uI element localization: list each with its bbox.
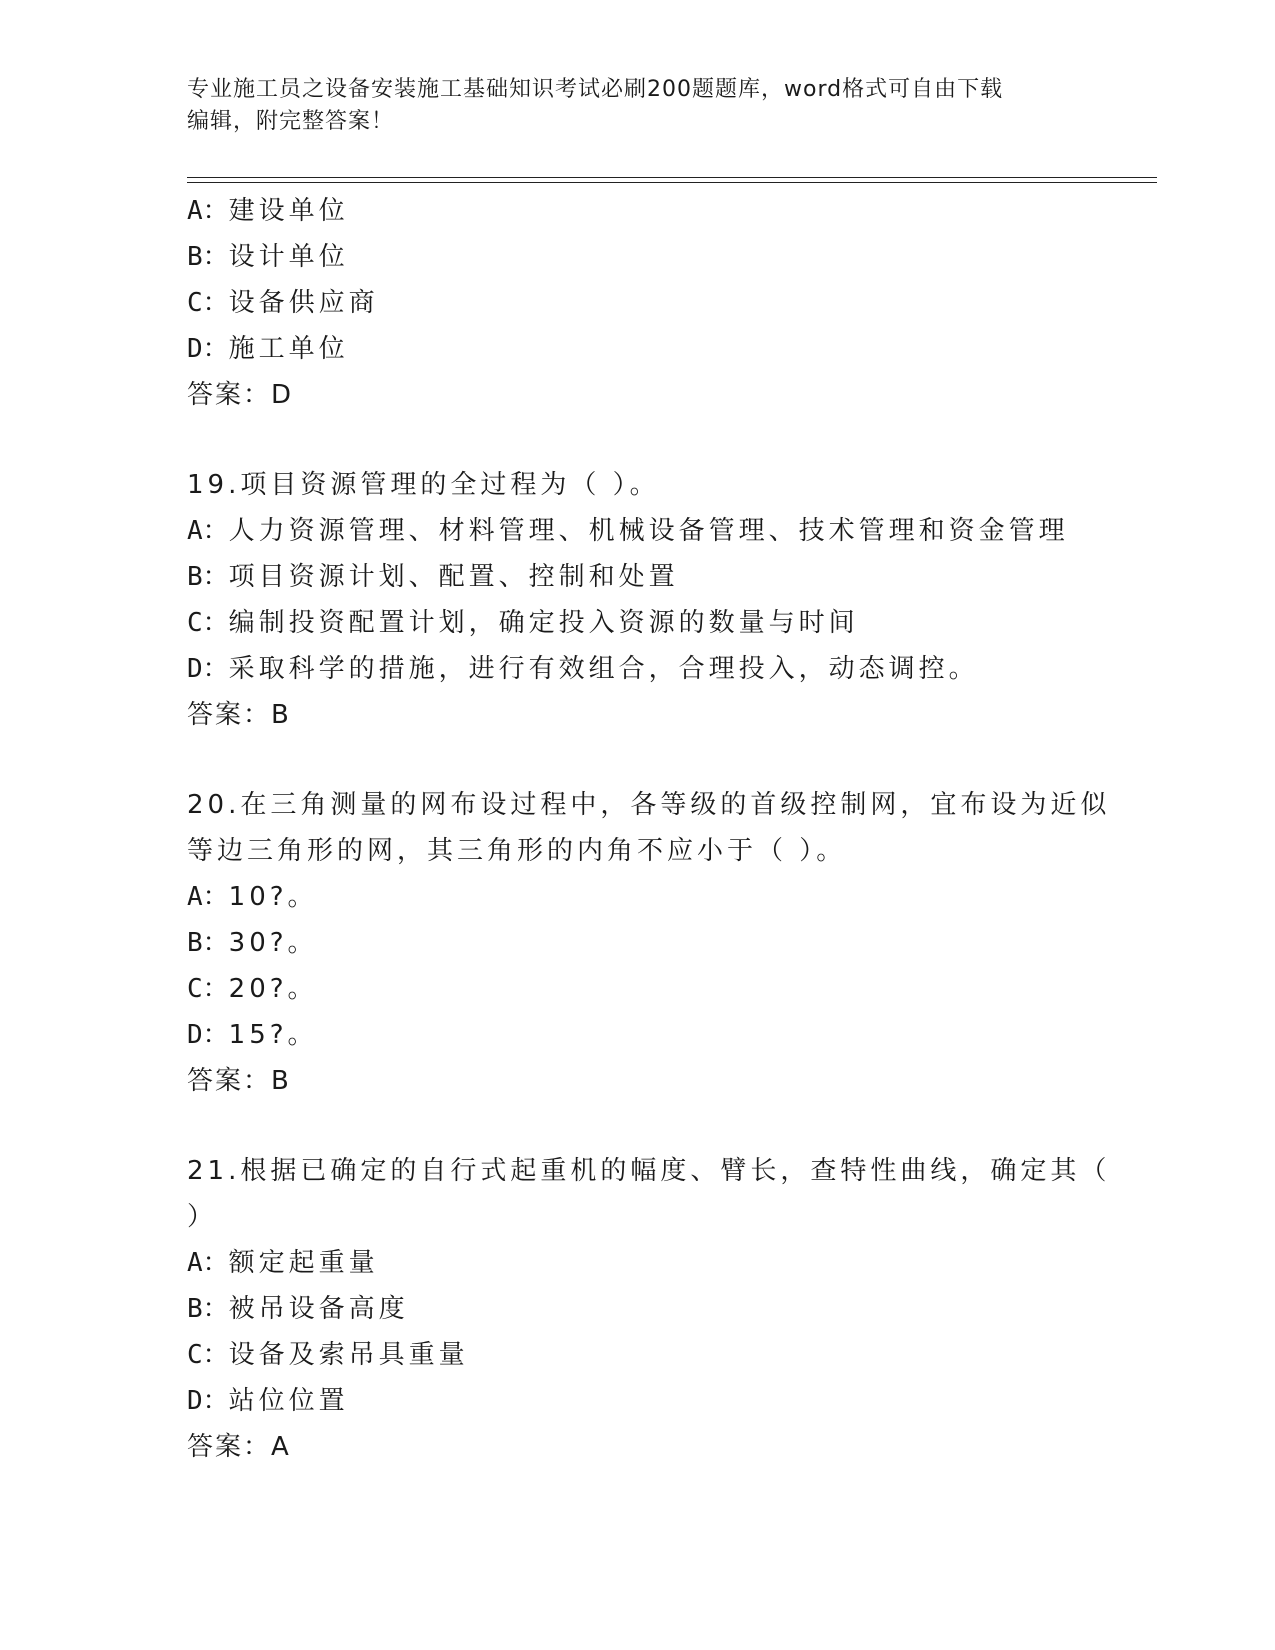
option-a: [187, 188, 1157, 234]
option-text: 被吊设备高度: [228, 1294, 409, 1324]
document-header: [187, 74, 1087, 138]
question-text: 19.项目资源管理的全过程为（ ）。: [187, 470, 660, 500]
option-prefix: A：: [187, 1248, 229, 1278]
option-prefix: D：: [187, 1020, 229, 1050]
option-a: [187, 874, 1157, 920]
question-19-block: [187, 462, 1157, 738]
option-text: 10?。: [228, 882, 318, 912]
question-content: [187, 188, 1157, 1470]
answer-label: 答案：A: [187, 1432, 291, 1462]
option-text: 20?。: [228, 974, 318, 1004]
option-prefix: A：: [187, 196, 229, 226]
option-prefix: C：: [187, 608, 229, 638]
option-text: 编制投资配置计划，确定投入资源的数量与时间: [228, 608, 859, 638]
option-text: 设备供应商: [228, 288, 379, 318]
option-d: [187, 1012, 1157, 1058]
option-text: 项目资源计划、配置、控制和处置: [228, 562, 679, 592]
option-text: 施工单位: [228, 334, 349, 364]
option-b: [187, 234, 1157, 280]
option-d: [187, 646, 1157, 692]
option-prefix: A：: [187, 882, 229, 912]
option-c: [187, 1332, 1157, 1378]
option-text: 站位位置: [228, 1386, 349, 1416]
answer-label: 答案：D: [187, 380, 294, 410]
option-b: [187, 920, 1157, 966]
option-text: 采取科学的措施，进行有效组合，合理投入，动态调控。: [228, 654, 979, 684]
question-18-block: [187, 188, 1157, 418]
spacer: [187, 738, 1157, 782]
question-text-line-2: ）: [187, 1202, 218, 1232]
option-d: [187, 326, 1157, 372]
option-prefix: D：: [187, 1386, 229, 1416]
option-text: 额定起重量: [228, 1248, 379, 1278]
spacer: [187, 418, 1157, 462]
option-prefix: D：: [187, 654, 229, 684]
header-divider: [187, 177, 1157, 183]
answer-label: 答案：B: [187, 700, 291, 730]
option-c: [187, 280, 1157, 326]
question-text-line-1: 21.根据已确定的自行式起重机的幅度、臂长，查特性曲线，确定其（: [187, 1156, 1111, 1186]
option-prefix: B：: [187, 242, 229, 272]
option-text: 15?。: [228, 1020, 318, 1050]
option-text: 设计单位: [228, 242, 349, 272]
option-prefix: C：: [187, 974, 229, 1004]
option-prefix: B：: [187, 1294, 229, 1324]
option-prefix: C：: [187, 1340, 229, 1370]
option-text: 人力资源管理、材料管理、机械设备管理、技术管理和资金管理: [228, 516, 1069, 546]
option-text: 设备及索吊具重量: [228, 1340, 469, 1370]
header-title-line-2: 编辑，附完整答案！: [187, 109, 395, 134]
option-c: [187, 966, 1157, 1012]
option-a: [187, 508, 1157, 554]
header-title-line-1: 专业施工员之设备安装施工基础知识考试必刷200题题库，word格式可自由下载: [187, 77, 1004, 102]
option-text: 30?。: [228, 928, 318, 958]
document-page: [187, 0, 1157, 1650]
option-text: 建设单位: [228, 196, 349, 226]
spacer: [187, 1104, 1157, 1148]
option-prefix: A：: [187, 516, 229, 546]
answer-label: 答案：B: [187, 1066, 291, 1096]
option-c: [187, 600, 1157, 646]
option-b: [187, 554, 1157, 600]
option-prefix: C：: [187, 288, 229, 318]
question-20-block: [187, 782, 1157, 1104]
question-text-line-2: 等边三角形的网，其三角形的内角不应小于（ ）。: [187, 836, 847, 866]
option-prefix: B：: [187, 928, 229, 958]
option-prefix: D：: [187, 334, 229, 364]
question-text-line-1: 20.在三角测量的网布设过程中，各等级的首级控制网，宜布设为近似: [187, 790, 1111, 820]
option-d: [187, 1378, 1157, 1424]
option-a: [187, 1240, 1157, 1286]
question-21-block: [187, 1148, 1157, 1470]
option-b: [187, 1286, 1157, 1332]
option-prefix: B：: [187, 562, 229, 592]
